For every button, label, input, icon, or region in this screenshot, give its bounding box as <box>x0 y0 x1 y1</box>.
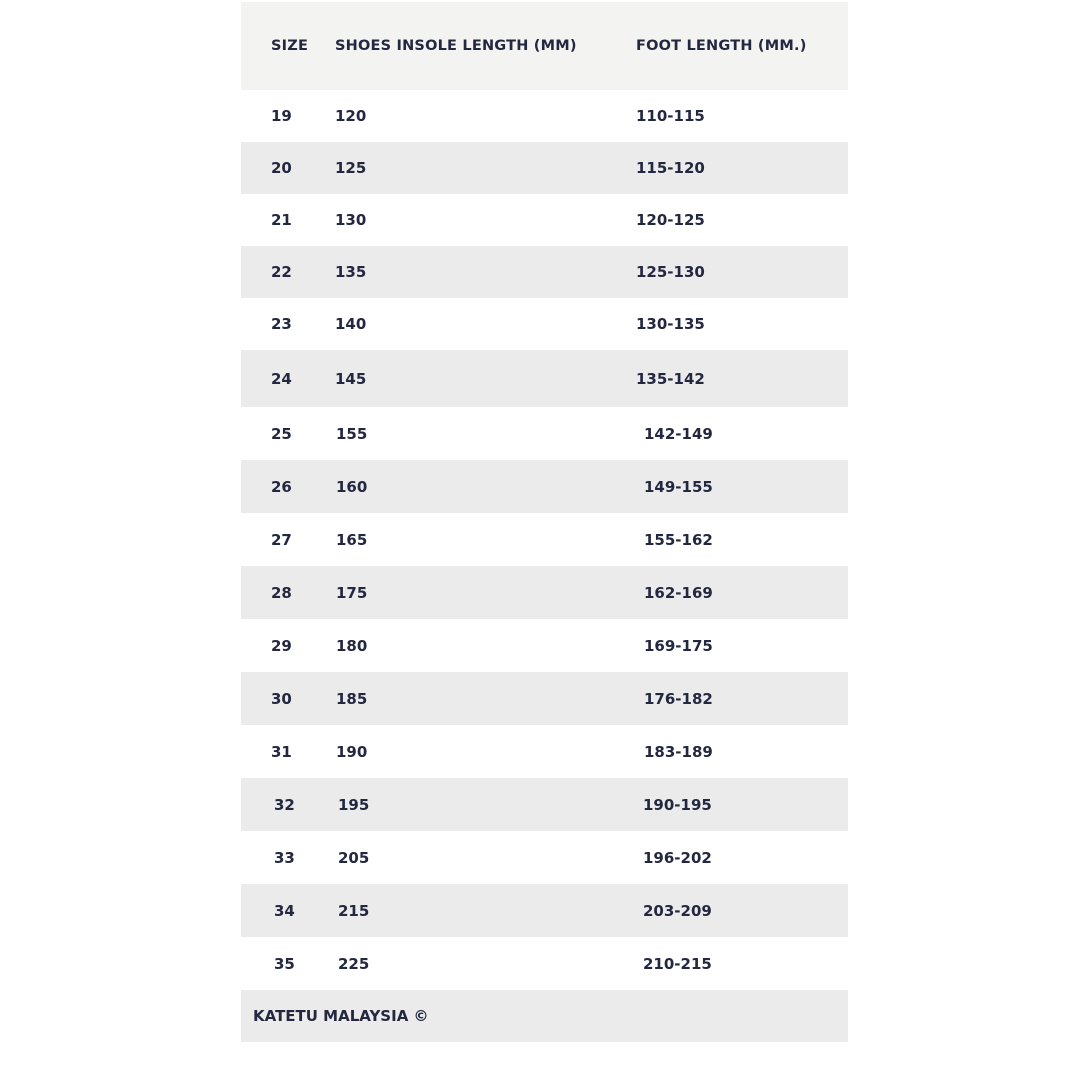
cell-size: 28 <box>271 583 292 602</box>
table-row <box>241 619 848 672</box>
cell-size: 29 <box>271 636 292 655</box>
cell-foot-length: 135-142 <box>636 369 705 388</box>
table-row <box>241 90 848 142</box>
cell-size: 25 <box>271 424 292 443</box>
cell-insole-length: 140 <box>335 315 367 333</box>
table-row <box>241 937 848 990</box>
cell-foot-length: 125-130 <box>636 263 705 281</box>
table-row <box>241 513 848 566</box>
cell-size: 24 <box>271 369 292 388</box>
cell-foot-length: 142-149 <box>644 424 713 443</box>
cell-insole-length: 125 <box>335 159 367 177</box>
cell-size: 22 <box>271 263 292 281</box>
table-footer <box>241 990 848 1042</box>
cell-insole-length: 130 <box>335 211 367 229</box>
cell-insole-length: 190 <box>336 742 368 761</box>
size-chart-table <box>241 2 848 1042</box>
table-header <box>241 2 848 90</box>
cell-foot-length: 110-115 <box>636 107 705 125</box>
table-row <box>241 298 848 350</box>
cell-size: 19 <box>271 107 292 125</box>
cell-insole-length: 175 <box>336 583 368 602</box>
cell-foot-length: 183-189 <box>644 742 713 761</box>
cell-foot-length: 162-169 <box>644 583 713 602</box>
table-row <box>241 884 848 937</box>
cell-foot-length: 190-195 <box>643 795 712 814</box>
cell-size: 26 <box>271 477 292 496</box>
cell-insole-length: 225 <box>338 954 370 973</box>
cell-size: 23 <box>271 315 292 333</box>
cell-insole-length: 185 <box>336 689 368 708</box>
cell-foot-length: 115-120 <box>636 159 705 177</box>
cell-foot-length: 196-202 <box>643 848 712 867</box>
cell-insole-length: 120 <box>335 107 367 125</box>
cell-insole-length: 215 <box>338 901 370 920</box>
cell-foot-length: 203-209 <box>643 901 712 920</box>
cell-foot-length: 210-215 <box>643 954 712 973</box>
table-row <box>241 460 848 513</box>
cell-size: 31 <box>271 742 292 761</box>
table-row <box>241 725 848 778</box>
cell-size: 35 <box>274 954 295 973</box>
table-row <box>241 778 848 831</box>
cell-foot-length: 130-135 <box>636 315 705 333</box>
cell-insole-length: 155 <box>336 424 368 443</box>
cell-insole-length: 205 <box>338 848 370 867</box>
cell-foot-length: 120-125 <box>636 211 705 229</box>
header-foot-length: FOOT LENGTH (MM.) <box>636 38 807 54</box>
cell-size: 27 <box>271 530 292 549</box>
cell-foot-length: 176-182 <box>644 689 713 708</box>
cell-foot-length: 149-155 <box>644 477 713 496</box>
cell-foot-length: 169-175 <box>644 636 713 655</box>
header-insole-length: SHOES INSOLE LENGTH (MM) <box>335 38 577 54</box>
cell-insole-length: 195 <box>338 795 370 814</box>
cell-size: 20 <box>271 159 292 177</box>
table-row <box>241 566 848 619</box>
cell-foot-length: 155-162 <box>644 530 713 549</box>
header-size: SIZE <box>271 38 309 54</box>
cell-size: 30 <box>271 689 292 708</box>
table-row <box>241 831 848 884</box>
cell-insole-length: 180 <box>336 636 368 655</box>
cell-size: 21 <box>271 211 292 229</box>
table-body <box>241 90 848 990</box>
table-row <box>241 350 848 407</box>
cell-size: 33 <box>274 848 295 867</box>
brand-copyright: KATETU MALAYSIA © <box>253 1007 429 1025</box>
cell-insole-length: 145 <box>335 369 367 388</box>
cell-size: 34 <box>274 901 295 920</box>
table-row <box>241 142 848 194</box>
table-row <box>241 246 848 298</box>
cell-insole-length: 160 <box>336 477 368 496</box>
table-row <box>241 407 848 460</box>
table-row <box>241 194 848 246</box>
cell-insole-length: 165 <box>336 530 368 549</box>
cell-insole-length: 135 <box>335 263 367 281</box>
table-row <box>241 672 848 725</box>
cell-size: 32 <box>274 795 295 814</box>
